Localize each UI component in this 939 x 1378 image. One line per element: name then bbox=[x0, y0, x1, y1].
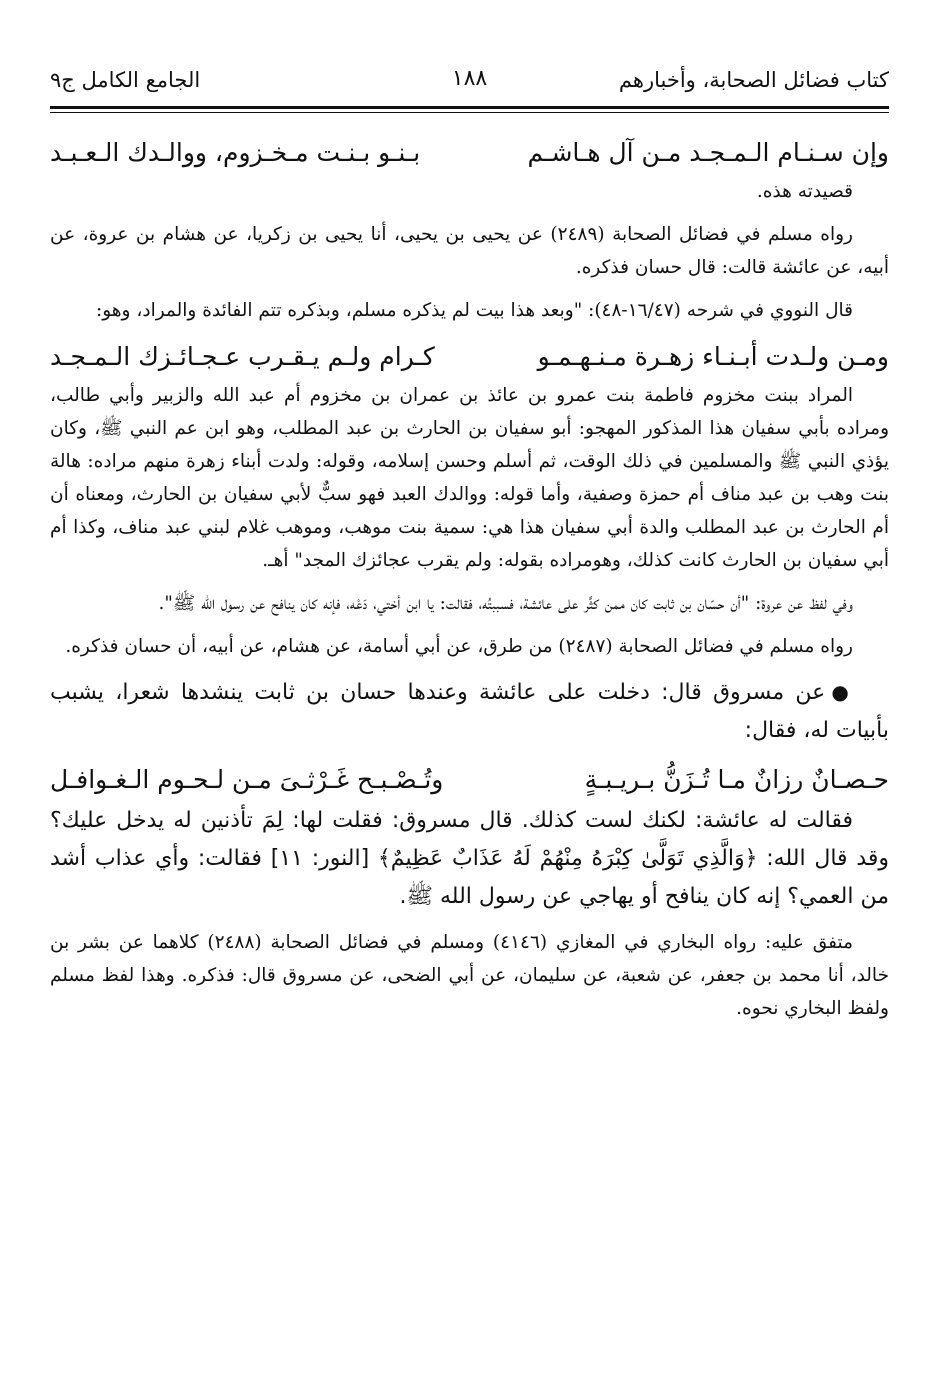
paragraph: متفق عليه: رواه البخاري في المغازي (٤١٤٦) ومسلم في فضائل الصحابة (٢٤٨٨) كلاهما عن بشر بن خالد، أنا محمد بن جعفر، عن شعبة، عن سليمان، عن أبي الضحى، عن مسروق قال: فذكره. وهذا لفظ مسلم ولفظ البخاري نحوه. bbox=[50, 932, 889, 1019]
paragraph: المراد ببنت مخزوم فاطمة بنت عمرو بن عائذ بن عمران بن مخزوم أم عبد الله والزبير وأبي طالب، ومراده بأبي سفيان هذا المذكور المهجو: أبو سفيان بن الحارث بن عبد المطلب، وهو ابن عم النبي ﷺ، وكان يؤذي النبي ﷺ والمسلمين في ذلك الوقت، ثم أسلم وحسن إسلامه، وقوله: ولدت أبناء زهرة منهم مراده: هالة بنت وهب بن عبد مناف أم حمزة وصفية، وأما قوله: ووالدك العبد فهو سبٌّ لأبي سفيان بن الحارث، ومعناه أن أم الحارث بن عبد المطلب والدة أبي سفيان هذا هي: سمية بنت موهب، وموهب غلام لبني عبد مناف، وكذا أم أبي سفيان بن الحارث كانت كذلك، وهومراده بقوله: ولم يقرب عجائزك المجد" أهـ. bbox=[50, 385, 889, 571]
paragraph: قال النووي في شرحه (١٦/٤٧-٤٨): "وبعد هذا بيت لم يذكره مسلم، وبذكره تتم الفائدة والمراد، وهو: bbox=[96, 300, 853, 321]
paragraph: رواه مسلم في فضائل الصحابة (٢٤٨٧) من طرق، عن أبي أسامة، عن هشام، عن أبيه، أن حسان فذكره. bbox=[65, 636, 853, 657]
hadith-paragraph: فقالت له عائشة: لكنك لست كذلك. قال مسروق: فقلت لها: لِمَ تأذنين له يدخل عليك؟ وقد قال الله: ﴿وَالَّذِي تَوَلَّىٰ كِبْرَهُ مِنْهُمْ لَهُ عَذَابٌ عَظِيمٌ﴾ [النور: ١١] فقالت: وأي عذاب أشد من العمي؟ إنه كان ينافح أو يهاجي عن رسول الله ﷺ. bbox=[50, 808, 890, 909]
poem-verse bbox=[50, 133, 889, 173]
page-number: ١٨٨ bbox=[451, 66, 488, 91]
poem-verse bbox=[50, 760, 889, 800]
poem-verse bbox=[50, 337, 889, 377]
bullet-icon: ● bbox=[831, 680, 854, 704]
header-rule bbox=[50, 106, 889, 113]
verse-second-hemistich: وتُـصْـبـح غَـرْثـىَ مـن لـحـوم الـغـوافـل bbox=[50, 765, 444, 794]
paragraph: وفي لفظ عن عروة: "أن حسّان بن ثابت كان ممن كثَّر على عائشة، فسببتُه، فقالت: يا ابن أختي، دَعْه، فإنه كان ينافح عن رسول الله ﷺ". bbox=[158, 593, 853, 614]
verse-first-hemistich: ومـن ولـدت أبـنـاء زهـرة مـنـهـمـو bbox=[537, 342, 889, 371]
volume-label: الجامع الكامل ج٩ bbox=[50, 68, 201, 92]
verse-first-hemistich: حـصـانٌ رزانٌ مـا تُـزَنُّ بـريـبـةٍ bbox=[584, 765, 889, 794]
running-header bbox=[50, 62, 889, 106]
verse-second-hemistich: كـرام ولـم يـقـرب عـجـائـزك الـمـجـد bbox=[50, 342, 435, 371]
verse-second-hemistich: بـنـو بـنـت مـخـزوم، ووالـدك الـعـبـد bbox=[50, 138, 421, 167]
page bbox=[50, 62, 889, 1035]
hadith-text: عن مسروق قال: دخلت على عائشة وعندها حسان بن ثابت ينشدها شعرا، يشبب بأبيات له، فقال: bbox=[50, 680, 889, 743]
paragraph: قصيدته هذه. bbox=[756, 181, 853, 202]
paragraph: رواه مسلم في فضائل الصحابة (٢٤٨٩) عن يحيى بن يحيى، أنا يحيى بن زكريا، عن هشام بن عروة، عن أبيه، عن عائشة قالت: قال حسان فذكره. bbox=[50, 224, 889, 278]
hadith-paragraph bbox=[50, 673, 889, 750]
verse-first-hemistich: وإن سـنـام الـمـجـد مـن آل هـاشـم bbox=[527, 138, 889, 167]
book-title: كتاب فضائل الصحابة، وأخبارهم bbox=[618, 68, 889, 92]
